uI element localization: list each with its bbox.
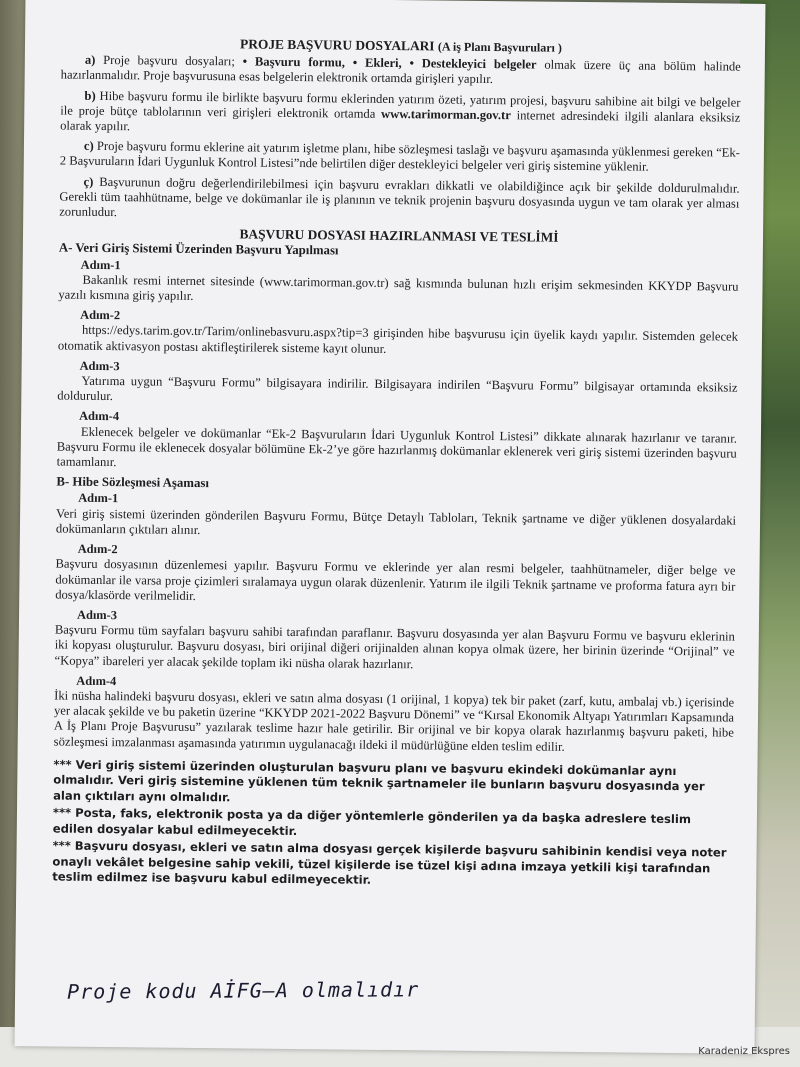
note-3: *** Başvuru dosyası, ekleri ve satın alma dosyası gerçek kişilerde başvuru sahibinin kendisi veya noter onaylı vekâlet belgesine sahip vekili, tüzel kişilerde ise tüzel kişi adına imzaya yetkili kişi tarafından teslim edilmez ise başvuru kabul edilmeyecektir. — [52, 838, 727, 888]
section-a-step-4-label: Adım-4 — [79, 409, 120, 424]
paragraph-c-label: c) — [83, 138, 94, 154]
section-a-step-1-label: Adım-1 — [80, 257, 121, 272]
title-main: PROJE BAŞVURU DOSYALARI — [240, 36, 435, 54]
handwritten-note: Proje kodu AİFG–A olmalıdır — [67, 977, 420, 1004]
paragraph-a — [61, 53, 741, 91]
section-b-step-1-text: Veri giriş sistemi üzerinden gönderilen Başvuru Formu, Bütçe Detaylı Tabloları, Teknik şartname ve diğer yüklenen dosyalardaki dokümanların çıktıları alınır. — [55, 506, 737, 537]
paragraph-b-text2: internet adresindeki ilgili alanlara eksiksiz olarak yapılır. — [60, 108, 741, 134]
paragraph-a-text2: olmak üzere üç ana bölüm halinde hazırlanmalıdır. Proje başvurusuna esas belgelerin elektronik ortamda girişleri yapılır. — [60, 57, 741, 87]
section-a-step-1-text: Bakanlık resmi internet sitesinde (www.tarimorman.gov.tr) sağ kısmında bulunan hızlı erişim sekmesinden KKYDP Başvuru yazılı kısmına giriş yapılır. — [58, 272, 739, 303]
section-a-step-2-text: https://edys.tarim.gov.tr/Tarim/onlinebasvuru.aspx?tip=3 girişinden hibe başvurusu için üyelik kaydı yapılır. Sistemden gelecek otomatik aktivasyon postası aktifleştirilerek sisteme kayıt olunur. — [57, 323, 739, 356]
section-a-step-3-label: Adım-3 — [79, 358, 120, 374]
section-b-step-3-text: Başvuru Formu tüm sayfaları başvuru sahibi tarafından paraflanır. Başvuru dosyasında yer alan Başvuru Formu ve başvuru eklerinin iki kopyası oluşturulur. Başvuru dosyası, biri orijinal diğeri orijinalden alınan kopya olmak üzere, her birinin üzerinde “Orijinal” ve “Kopya” ibareleri yer alacak şekilde toplam iki nüsha olarak hazırlanır. — [54, 622, 735, 671]
paragraph-a-bold: • Başvuru formu, • Ekleri, • Destekleyici belgeler — [242, 54, 537, 72]
section-a-step-4-text: Eklenecek belgeler ve dokümanlar “Ek-2 Başvuruların İdari Uygunluk Kontrol Listesi” dikkate alınarak hazırlanır ve taranır. Başvuru Formu ile eklenecek dosyalar bölümüne Ek-2’ye göre hazırlanmış dokümanlar eklenerek veri giriş sistemi üzerinden başvuru tamamlanır. — [56, 424, 738, 470]
section-a-step-2-label: Adım-2 — [80, 307, 121, 323]
paragraph-a-label: a) — [84, 52, 96, 68]
watermark: Karadeniz Ekspres — [698, 1046, 790, 1057]
section-a-heading: A- Veri Giriş Sistemi Üzerinden Başvuru Yapılması — [58, 240, 339, 258]
paragraph-c — [60, 139, 740, 177]
document-paper — [15, 0, 766, 1054]
paragraph-b — [60, 88, 740, 141]
document-content — [52, 35, 741, 895]
note-1: *** Veri giriş sistemi üzerinden oluşturulan başvuru planı ve başvuru ekindeki dokümanlar aynı olmalıdır. Veri giriş sistemine yüklenen tüm teknik şartnameler ile bunların başvuru dosyasında yer alan çıktıları aynı olmalıdır. — [53, 757, 705, 805]
section-b-heading: B- Hibe Sözleşmesi Aşaması — [56, 474, 209, 491]
section-b-step-4-label: Adım-4 — [76, 673, 117, 688]
section-b-step-1-label: Adım-1 — [78, 491, 119, 506]
section-b-step-2-text: Başvuru dosyasının düzenlemesi yapılır. Başvuru Formu ve eklerinde yer alan resmi belgeler, taahhütnameler, diğer belge ve dokümanlar ile varsa proje çizimleri sıralamaya uygun olarak düzenlenir. Yatırım ile ilgili Teknik şartname ve proforma fatura ayrı bir dosya/klasörde verilmelidir. — [55, 556, 736, 603]
title-sub: (A iş Planı Başvuruları ) — [437, 39, 562, 55]
paragraph-b-label: b) — [84, 88, 96, 103]
note-2: *** Posta, faks, elektronik posta ya da diğer yöntemlerle gönderilen ya da başka adreslere teslim edilen dosyalar kabul edilmeyecektir. — [52, 805, 692, 838]
section-a-step-3-text: Yatırıma uygun “Başvuru Formu” bilgisayara indirilir. Bilgisayara indirilen “Başvuru Formu” bilgisayar ortamında eksiksiz doldurulur. — [57, 373, 738, 404]
section-b-step-2-label: Adım-2 — [77, 541, 118, 557]
section-b-step-3-label: Adım-3 — [76, 607, 118, 623]
section-title: BAŞVURU DOSYASI HAZIRLANMASI VE TESLİMİ — [239, 226, 559, 245]
paragraph-c-text: Proje başvuru formu eklerine ait yatırım işletme planı, hibe sözleşmesi taslağı ve başvuru aşamasında yüklenmesi gereken “Ek-2 Başvuruların İdari Uygunluk Kontrol Listesi”nde belirtilen diğer destekleyici belgeler veri giriş sistemine yüklenir. — [59, 139, 740, 175]
paragraph-b-text1: Hibe başvuru formu ile birlikte başvuru formu eklerinden yatırım özeti, yatırım projesi, başvuru sahibine ait bilgi ve belgeler ile proje bütçe tablolarının veri girişleri elektronik ortamda — [60, 88, 741, 121]
paragraph-cc — [59, 174, 739, 227]
paragraph-cc-text: Başvurunun doğru değerlendirilebilmesi için başvuru evrakları dikkatli ve olabildiğince açık bir şekilde doldurulmalıdır. Gerekli tüm taahhütname, belge ve dokümanlar ile iş planının ve teknik projenin başvuru dosyasında uygun ve tam olarak yer alması zorunludur. — [59, 174, 740, 220]
paragraph-cc-label: ç) — [83, 174, 94, 189]
notes-block — [52, 757, 733, 892]
paragraph-b-url: www.tarimorman.gov.tr — [381, 106, 511, 123]
section-b-step-4-text: İki nüsha halindeki başvuru dosyası, ekleri ve satın alma dosyası (1 orijinal, 1 kopya) tek bir paket (zarf, kutu, ambalaj vb.) içerisinde yer alacak şekilde ve bu paketin üzerine “KKYDP 2021-2022 Başvuru Dönemi” ve “Kırsal Ekonomik Altyapı Yatırımları Kapsamında A İş Planı Proje Başvurusu” yazılarak teslime hazır hale getirilir. Bir orijinal ve bir kopya olarak hazırlanmış başvuru paketi, hibe sözleşmesi imzalanması aşamasında yatırımın uygulanacağı ildeki il müdürlüğüne elden teslim edilir. — [53, 688, 735, 754]
paragraph-a-text1: Proje başvuru dosyaları; — [103, 53, 235, 69]
